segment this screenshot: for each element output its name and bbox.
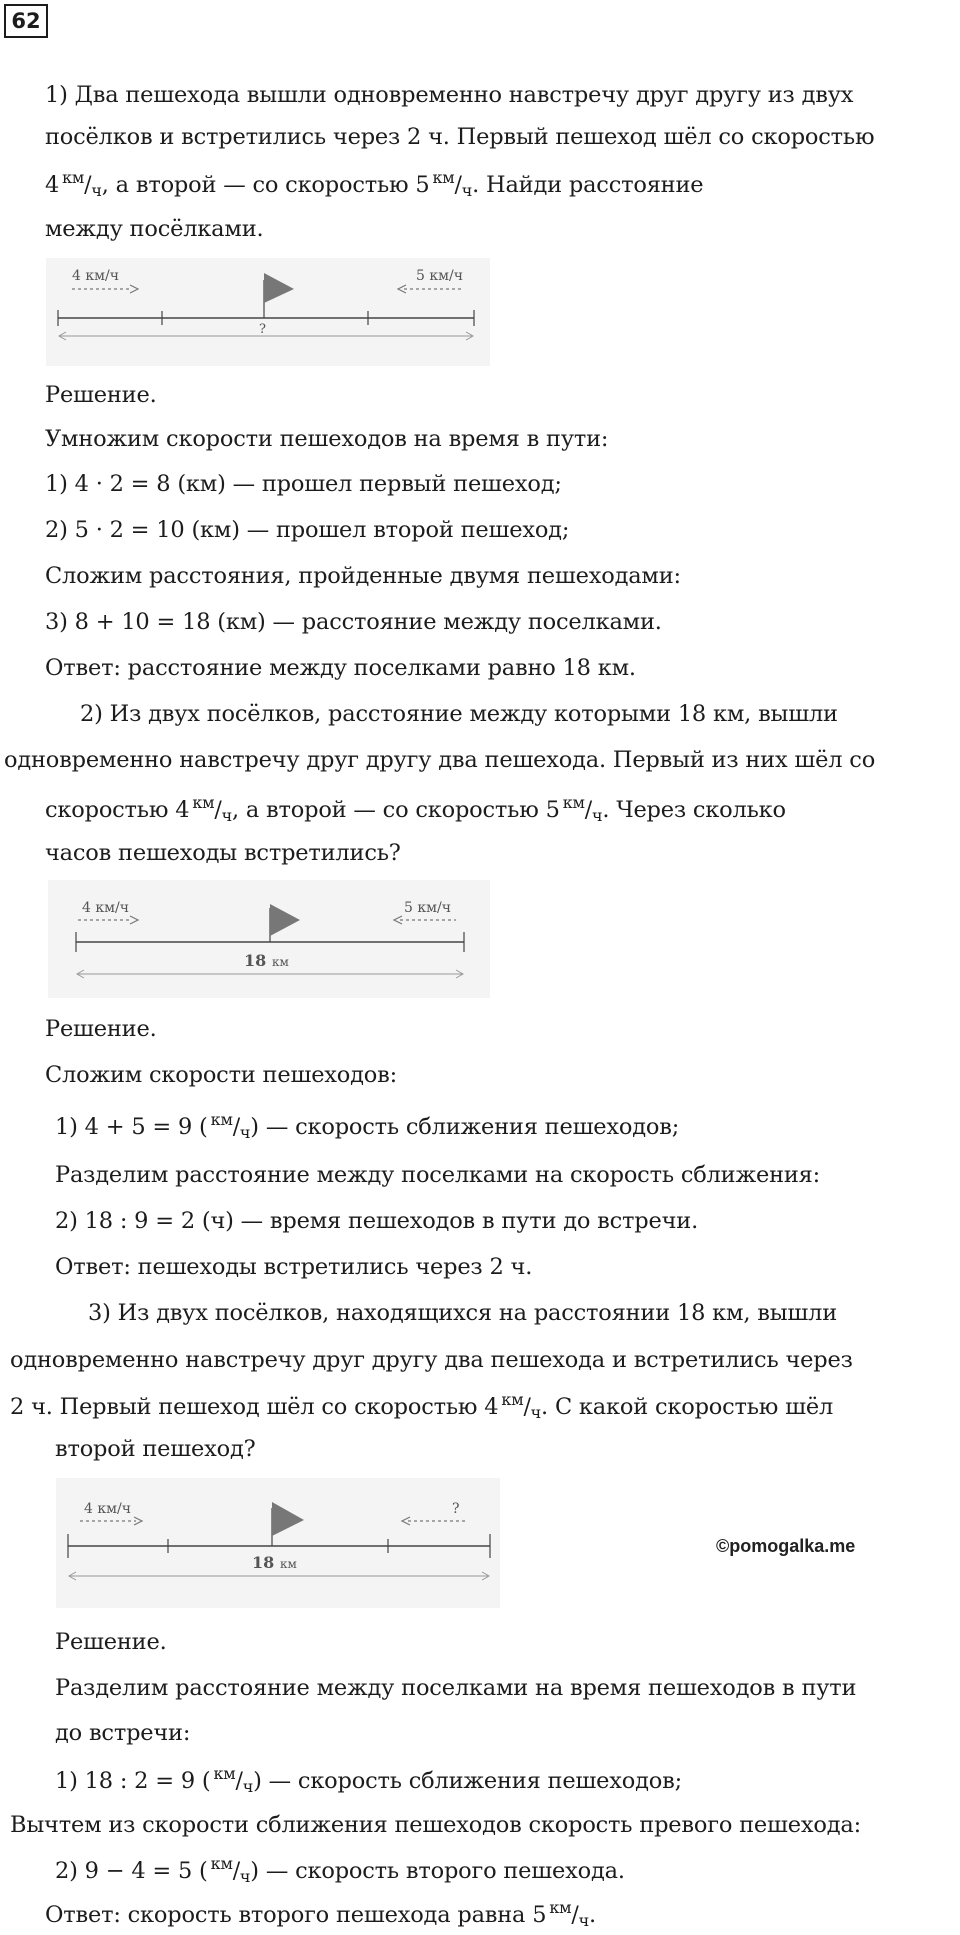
problem3-line2: одновременно навстречу друг другу два пешехода и встретились через (10, 1347, 853, 1373)
unit-h: ч (591, 806, 603, 825)
fig3-distance-unit: км (280, 1557, 297, 1571)
fig2-right-speed: 5 км/ч (404, 900, 451, 916)
fig1-left-speed: 4 км/ч (72, 268, 119, 284)
p2-solution-line: Сложим скорости пешеходов: (45, 1062, 397, 1088)
p1-solution-line: 1) 4 · 2 = 8 (км) — прошел первый пешеход; (45, 471, 562, 497)
unit-h: ч (91, 181, 102, 200)
flag-icon (270, 904, 300, 936)
problem3-line1: 3) Из двух посёлков, находящихся на расстоянии 18 км, вышли (88, 1300, 838, 1326)
flag-icon (264, 273, 294, 303)
p3-solution-heading: Решение. (55, 1629, 167, 1655)
unit-h: ч (221, 806, 232, 825)
p1-answer: Ответ: расстояние между поселками равно 18 км. (45, 655, 636, 681)
fig3-unknown-speed: ? (452, 1501, 460, 1517)
problem1-line2: посёлков и встретились через 2 ч. Первый пешеход шёл со скоростью (45, 124, 875, 150)
p2-solution-line: 1) 4 + 5 = 9 ( $^{км}$/ч) — скорость сближения пешеходов; (55, 1110, 680, 1142)
flag-icon (272, 1502, 304, 1536)
problem3-line4: второй пешеход? (55, 1436, 256, 1462)
p2-solution-line: 2) 18 : 9 = 2 (ч) — время пешеходов в пути до встречи. (55, 1208, 699, 1234)
p3-solution-line: 2) 9 − 4 = 5 ( $^{км}$/ч) — скорость второго пешехода. (55, 1854, 625, 1886)
unit-km: км (192, 793, 215, 812)
fig3-left-speed: 4 км/ч (84, 1501, 131, 1517)
unit-h: ч (239, 1123, 251, 1142)
unit-h: ч (242, 1777, 254, 1796)
problem2-line1: 2) Из двух посёлков, расстояние между которыми 18 км, вышли (80, 701, 838, 727)
unit-h: ч (578, 1911, 589, 1930)
watermark: ©pomogalka.me (716, 1536, 856, 1556)
fig2-distance-unit: км (272, 955, 289, 969)
p1-solution-line: Умножим скорости пешеходов на время в пути: (45, 426, 609, 452)
unit-km: км (62, 168, 85, 187)
unit-km: км (210, 1854, 233, 1873)
fig3-distance-value: 18 (252, 1553, 275, 1572)
p3-answer: Ответ: скорость второго пешехода равна 5 $^{км}$/ч. (45, 1898, 596, 1930)
unit-km: км (501, 1390, 524, 1409)
problem2-line3: скоростью 4 $^{км}$/ч, а второй — со скоростью 5 $^{км}$/ч. Через сколько (45, 793, 786, 825)
figure-1 (46, 258, 490, 366)
p1-solution-line: 2) 5 · 2 = 10 (км) — прошел второй пешеход; (45, 517, 570, 543)
figure-3 (56, 1478, 500, 1608)
p3-solution-line: 1) 18 : 2 = 9 ( $^{км}$/ч) — скорость сближения пешеходов; (55, 1764, 682, 1796)
fig2-distance-value: 18 (244, 951, 267, 970)
fig2-left-speed: 4 км/ч (82, 900, 129, 916)
p3-solution-line: до встречи: (55, 1720, 191, 1746)
unit-km: км (213, 1764, 236, 1783)
unit-h: ч (461, 181, 473, 200)
fig1-right-speed: 5 км/ч (416, 268, 463, 284)
figure-2 (48, 880, 490, 998)
problem2-line2: одновременно навстречу друг другу два пешехода. Первый из них шёл со (4, 747, 876, 773)
p3-solution-line: Вычтем из скорости сближения пешеходов скорость превого пешехода: (10, 1812, 861, 1838)
problem1-line4: между посёлками. (45, 216, 264, 242)
unit-km: км (549, 1898, 572, 1917)
unit-km: км (562, 793, 585, 812)
p2-solution-line: Разделим расстояние между поселками на скорость сближения: (55, 1162, 821, 1188)
p1-solution-line: Сложим расстояния, пройденные двумя пешеходами: (45, 563, 681, 589)
p2-answer: Ответ: пешеходы встретились через 2 ч. (55, 1254, 533, 1280)
unit-km: км (210, 1110, 233, 1129)
fig1-unknown-distance: ? (259, 322, 266, 337)
p3-solution-line: Разделим расстояние между поселками на время пешеходов в пути (55, 1675, 857, 1701)
problem1-line3: 4 $^{км}$/ч, а второй — со скоростью 5 $^{км}$/ч. Найди расстояние (45, 168, 704, 200)
p1-solution-line: 3) 8 + 10 = 18 (км) — расстояние между поселками. (45, 609, 662, 635)
problem2-line4: часов пешеходы встретились? (45, 840, 401, 866)
unit-h: ч (239, 1867, 251, 1886)
task-number-badge: 62 (4, 4, 48, 38)
problem1-line1: 1) Два пешехода вышли одновременно навстречу друг другу из двух (45, 82, 854, 108)
p1-solution-heading: Решение. (45, 382, 157, 408)
problem3-line3: 2 ч. Первый пешеход шёл со скоростью 4 $^{км}$/ч. С какой скоростью шёл (10, 1390, 834, 1422)
p2-solution-heading: Решение. (45, 1016, 157, 1042)
unit-h: ч (530, 1403, 542, 1422)
unit-km: км (432, 168, 455, 187)
